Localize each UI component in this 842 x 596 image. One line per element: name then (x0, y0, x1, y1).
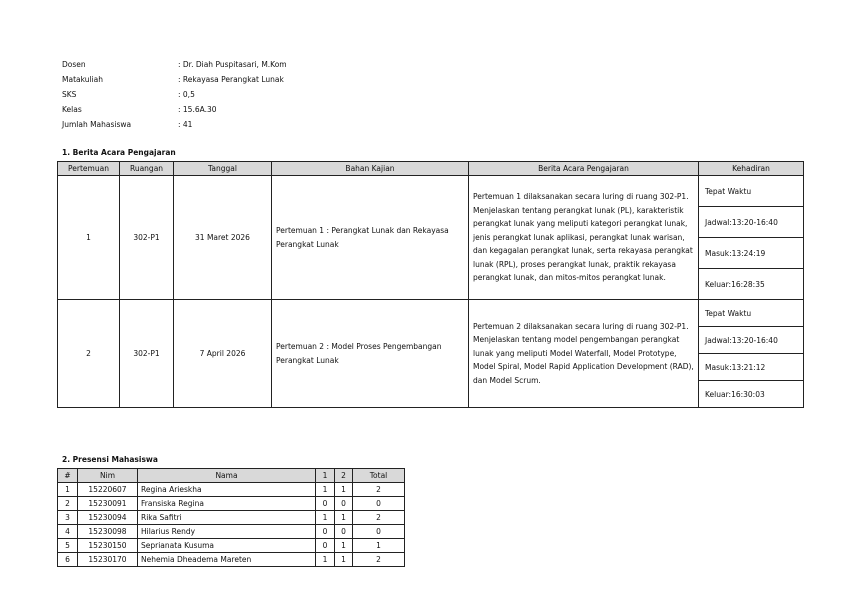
cell-kehadiran-masuk: Masuk:13:21:12 (699, 354, 804, 381)
cell-nama: Seprianata Kusuma (138, 539, 316, 553)
cell-total: 1 (353, 539, 405, 553)
cell-kehadiran-jadwal: Jadwal:13:20-16:40 (699, 327, 804, 354)
cell-tanggal: 7 April 2026 (174, 300, 272, 408)
info-value: : Dr. Diah Puspitasari, M.Kom (178, 60, 287, 69)
cell-p1: 1 (316, 511, 335, 525)
cell-p1: 0 (316, 539, 335, 553)
section-title-presensi: 2. Presensi Mahasiswa (62, 455, 158, 464)
cell-total: 2 (353, 483, 405, 497)
cell-p1: 1 (316, 553, 335, 567)
info-label: SKS (62, 90, 77, 99)
cell-kehadiran-status: Tepat Waktu (699, 176, 804, 207)
cell-bahan-kajian: Pertemuan 1 : Perangkat Lunak dan Rekayasa Perangkat Lunak (272, 176, 469, 300)
cell-nama: Fransiska Regina (138, 497, 316, 511)
cell-p1: 0 (316, 497, 335, 511)
cell-kehadiran-keluar: Keluar:16:30:03 (699, 381, 804, 408)
table-row (58, 553, 405, 567)
cell-no: 4 (58, 525, 78, 539)
cell-p2: 1 (335, 511, 353, 525)
header-ruangan: Ruangan (120, 162, 174, 176)
cell-pertemuan: 1 (58, 176, 120, 300)
cell-pertemuan: 2 (58, 300, 120, 408)
cell-tanggal: 31 Maret 2026 (174, 176, 272, 300)
cell-nim: 15230091 (78, 497, 138, 511)
cell-p2: 0 (335, 497, 353, 511)
cell-total: 0 (353, 525, 405, 539)
table-row (58, 176, 804, 207)
info-value: : 41 (178, 120, 193, 129)
cell-p2: 1 (335, 483, 353, 497)
berita-acara-table (57, 161, 804, 408)
info-row-kelas (62, 104, 287, 119)
cell-nim: 15230094 (78, 511, 138, 525)
cell-total: 0 (353, 497, 405, 511)
cell-nim: 15230150 (78, 539, 138, 553)
course-info (62, 59, 287, 134)
table-row (58, 483, 405, 497)
cell-no: 5 (58, 539, 78, 553)
header-bahan-kajian: Bahan Kajian (272, 162, 469, 176)
table-header-row (58, 469, 405, 483)
cell-nama: Nehemia Dheadema Mareten (138, 553, 316, 567)
cell-nama: Regina Arieskha (138, 483, 316, 497)
info-row-sks (62, 89, 287, 104)
table-row (58, 300, 804, 327)
cell-p2: 1 (335, 539, 353, 553)
cell-ruangan: 302-P1 (120, 176, 174, 300)
cell-kehadiran-jadwal: Jadwal:13:20-16:40 (699, 207, 804, 238)
cell-nama: Hilarius Rendy (138, 525, 316, 539)
cell-bahan-kajian: Pertemuan 2 : Model Proses Pengembangan Perangkat Lunak (272, 300, 469, 408)
info-value: : Rekayasa Perangkat Lunak (178, 75, 284, 84)
header-nim: Nim (78, 469, 138, 483)
header-p2: 2 (335, 469, 353, 483)
cell-nim: 15230170 (78, 553, 138, 567)
info-row-jumlah (62, 119, 287, 134)
presensi-table (57, 468, 405, 567)
table-header-row (58, 162, 804, 176)
info-label: Jumlah Mahasiswa (62, 120, 132, 129)
cell-berita-acara: Pertemuan 2 dilaksanakan secara luring di ruang 302-P1. Menjelaskan tentang model pengembangan perangkat lunak yang meliputi Model Waterfall, Model Prototype, Model Spiral, Model Rapid Application Development (RAD), dan Model Scrum. (469, 300, 699, 408)
cell-p2: 0 (335, 525, 353, 539)
cell-kehadiran-masuk: Masuk:13:24:19 (699, 238, 804, 269)
cell-nim: 15220607 (78, 483, 138, 497)
cell-p2: 1 (335, 553, 353, 567)
header-pertemuan: Pertemuan (58, 162, 120, 176)
cell-berita-acara: Pertemuan 1 dilaksanakan secara luring di ruang 302-P1. Menjelaskan tentang perangkat lunak (PL), karakteristik perangkat lunak yang meliputi kategori perangkat lunak, jenis perangkat lunak aplikasi, perangkat lunak warisan, dan kegagalan perangkat lunak, serta rekayasa perangkat lunak (RPL), proses perangkat lunak, praktik rekayasa perangkat lunak, dan mitos-mitos perangkat lunak. (469, 176, 699, 300)
cell-no: 1 (58, 483, 78, 497)
cell-ruangan: 302-P1 (120, 300, 174, 408)
cell-no: 2 (58, 497, 78, 511)
table-row (58, 497, 405, 511)
header-nama: Nama (138, 469, 316, 483)
info-value: : 0,5 (178, 90, 195, 99)
table-row (58, 525, 405, 539)
info-label: Dosen (62, 60, 86, 69)
header-kehadiran: Kehadiran (699, 162, 804, 176)
cell-total: 2 (353, 511, 405, 525)
header-no: # (58, 469, 78, 483)
table-row (58, 511, 405, 525)
table-row (58, 539, 405, 553)
cell-kehadiran-keluar: Keluar:16:28:35 (699, 269, 804, 300)
info-row-dosen (62, 59, 287, 74)
cell-nama: Rika Safitri (138, 511, 316, 525)
info-label: Matakuliah (62, 75, 103, 84)
info-row-matakuliah (62, 74, 287, 89)
cell-no: 6 (58, 553, 78, 567)
cell-no: 3 (58, 511, 78, 525)
info-label: Kelas (62, 105, 82, 114)
cell-p1: 0 (316, 525, 335, 539)
header-berita-acara: Berita Acara Pengajaran (469, 162, 699, 176)
cell-kehadiran-status: Tepat Waktu (699, 300, 804, 327)
section-title-berita-acara: 1. Berita Acara Pengajaran (62, 148, 176, 157)
header-total: Total (353, 469, 405, 483)
cell-p1: 1 (316, 483, 335, 497)
cell-nim: 15230098 (78, 525, 138, 539)
info-value: : 15.6A.30 (178, 105, 217, 114)
cell-total: 2 (353, 553, 405, 567)
header-p1: 1 (316, 469, 335, 483)
header-tanggal: Tanggal (174, 162, 272, 176)
